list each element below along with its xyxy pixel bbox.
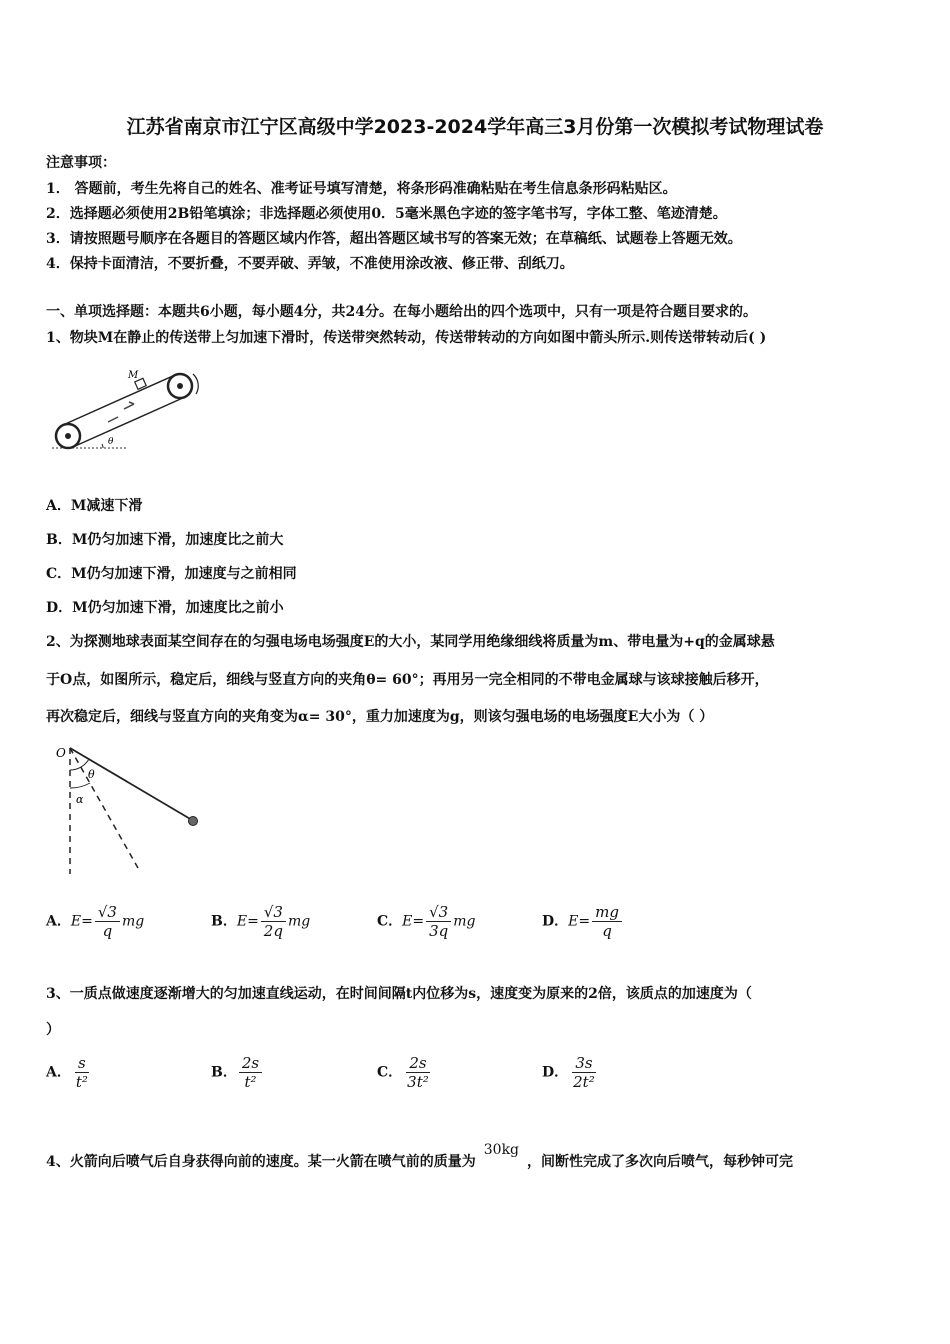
q3-option-d: D． $\frac{3s}{\text{2t²}}$	[542, 1054, 595, 1091]
question-3-line: ）	[46, 1022, 60, 1038]
q3-option-c: C． $\frac{2s}{\text{3t²}}$	[377, 1054, 429, 1091]
mass-label: M	[128, 370, 139, 381]
notice-item: 4．保持卡面清洁，不要折叠，不要弄破、弄皱，不准使用涂改液、修正带、刮纸刀。	[46, 256, 574, 272]
question-2-line: 2、为探测地球表面某空间存在的匀强电场电场强度E的大小，某同学用绝缘细线将质量为m、带电量为+q的金属球悬	[46, 634, 775, 650]
q2-option-a: A．E= $\frac{√3}{q}$ mg	[46, 903, 145, 940]
pivot-label: O	[56, 746, 66, 760]
notice-item: 3．请按照题号顺序在各题目的答题区域内作答，超出答题区域书写的答案无效；在草稿纸、试题卷上答题无效。	[46, 231, 742, 247]
mass-value: 30kg	[483, 1142, 520, 1158]
question-2-line: 再次稳定后，细线与竖直方向的夹角变为α= 30°，重力加速度为g，则该匀强电场的电场强度E大小为（ ）	[46, 709, 714, 725]
notice-item: 1． 答题前，考生先将自己的姓名、准考证号填写清楚，将条形码准确粘贴在考生信息条形码粘贴区。	[46, 181, 677, 197]
theta-label: θ	[108, 437, 114, 447]
q2-option-b: B．E= $\frac{√3}{2q}$ mg	[211, 903, 311, 940]
notice-item: 2．选择题必须使用2B铅笔填涂；非选择题必须使用0．5毫米黑色字迹的签字笔书写，字体工整、笔迹清楚。	[46, 206, 727, 222]
q1-option-c: C．M仍匀加速下滑，加速度与之前相同	[46, 566, 297, 582]
q3-option-a: A． $\frac{s}{\text{t²}}$	[46, 1054, 88, 1091]
q3-option-b: B． $\frac{2s}{\text{t²}}$	[211, 1054, 264, 1091]
notice-heading: 注意事项：	[46, 155, 116, 171]
question-1-stem: 1、物块M在静止的传送带上匀加速下滑时，传送带突然转动，传送带转动的方向如图中箭头所示.则传送带转动后( )	[46, 330, 767, 346]
question-2-line: 于O点，如图所示，稳定后，细线与竖直方向的夹角θ= 60°；再用另一完全相同的不带电金属球与该球接触后移开，	[46, 672, 769, 688]
section-heading: 一、单项选择题：本题共6小题，每小题4分，共24分。在每小题给出的四个选项中，只有一项是符合题目要求的。	[46, 304, 757, 320]
theta-label: θ	[88, 768, 95, 781]
page-title: 江苏省南京市江宁区高级中学2023-2024学年高三3月份第一次模拟考试物理试卷	[126, 116, 824, 138]
question-3-line: 3、一质点做速度逐渐增大的匀加速直线运动，在时间间隔t内位移为s，速度变为原来的2倍，该质点的加速度为（	[46, 986, 752, 1002]
q2-option-d: D．E= $\frac{mg}{q}$	[542, 903, 624, 940]
q1-option-a: A．M减速下滑	[46, 498, 143, 514]
q2-option-c: C．E= $\frac{√3}{3q}$ mg	[377, 903, 476, 940]
q1-option-b: B．M仍匀加速下滑，加速度比之前大	[46, 532, 284, 548]
q1-option-d: D．M仍匀加速下滑，加速度比之前小	[46, 600, 284, 616]
conveyor-belt-figure	[48, 360, 208, 460]
pendulum-figure	[54, 742, 214, 877]
question-4-line: 4、火箭向后喷气后自身获得向前的速度。某一火箭在喷气前的质量为30kg，间断性完成了多次向后喷气，每秒钟可完	[46, 1142, 794, 1170]
alpha-label: α	[76, 793, 84, 806]
